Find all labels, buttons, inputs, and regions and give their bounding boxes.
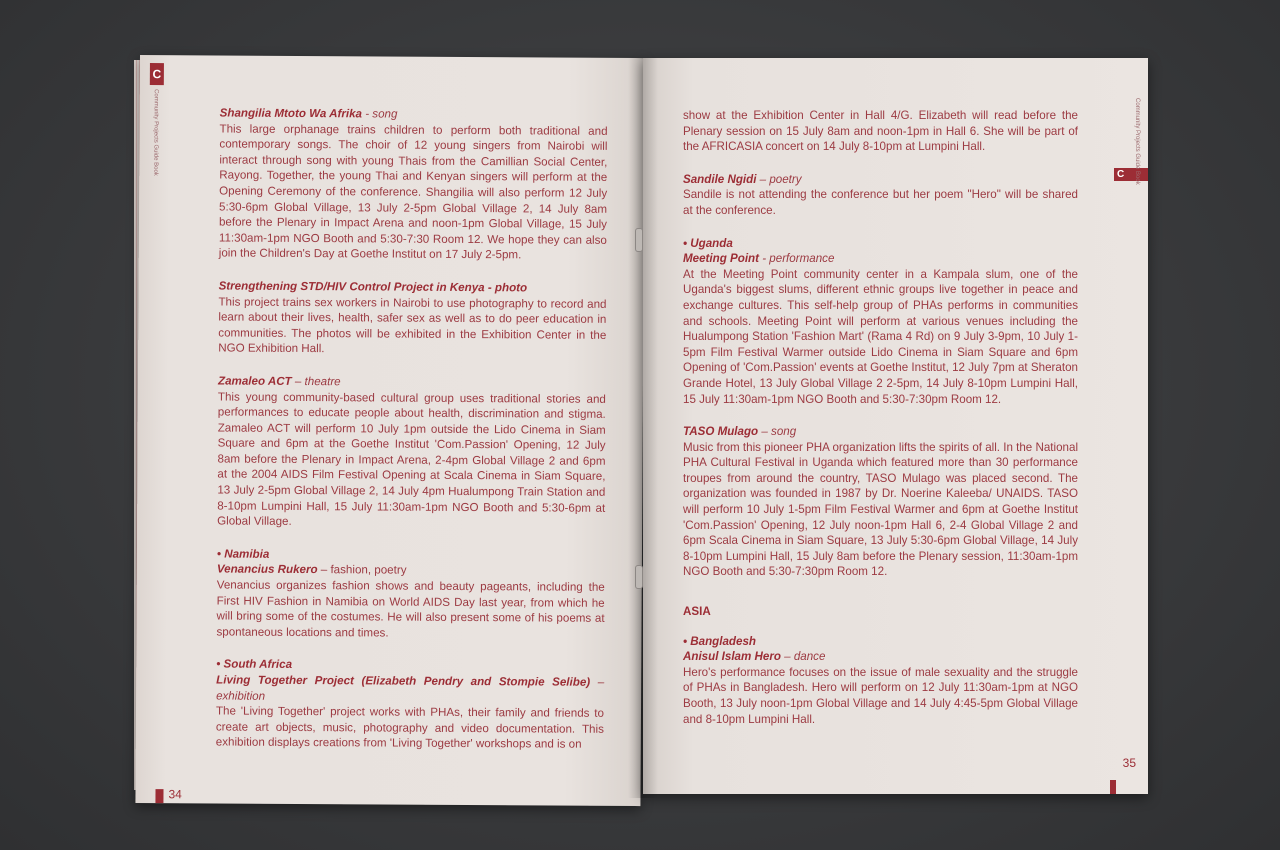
entry-title: Anisul Islam Hero (683, 650, 781, 664)
side-label: Community Projects Guide Book (152, 89, 159, 176)
staple (635, 228, 643, 252)
entry-zamaleo (217, 373, 606, 531)
entry-body: Sandile is not attending the conference but her poem "Hero" will be shared at the conference. (683, 188, 1078, 217)
left-text-column (216, 105, 608, 769)
entry-kind: - performance (759, 252, 835, 266)
right-text-column (683, 108, 1078, 744)
entry-kind: – poetry (756, 172, 802, 186)
entry-body: The 'Living Together' project works with PHAs, their family and friends to create art objects, music, photography and video documentation. This exhibition displays creations from 'Living Together' workshops and is on (215, 704, 605, 752)
entry-meeting-point (683, 236, 1078, 408)
entry-kind: - photo (484, 281, 528, 295)
country-heading: • Uganda (683, 236, 733, 250)
entry-body: Venancius organizes fashion shows and beauty pageants, including the First HIV Fashion in Namibia on World AIDS Day last year, from which he will bring some of the costumes. He will also present some of his poems at spontaneous locations and times. (216, 578, 605, 640)
country-heading: • Bangladesh (683, 634, 756, 648)
entry-anisul (683, 634, 1078, 728)
right-page (643, 58, 1148, 794)
entry-title: Sandile Ngidi (683, 172, 757, 186)
entry-body: This large orphanage trains children to perform both traditional and contemporary songs. The choir of 12 young singers from Nairobi will interact through song with young Thais from the Camillian Social Center, Rayong. Together, the young Thai and Kenyan singers will perform at the Opening Ceremony of the conference. Shangilia will also perform 12 July 5:30-6pm Global Village, 13 July 2-5pm Global Village 2, 14 July 8am before the Plenary in Impact Arena and noon-1pm Global Village, 15 July 11:30am-1pm NGO Booth and 5:30-7:30 Room 12. We hope they can also join the Children's Day at Goethe Institut on 17 July 2-5pm. (218, 122, 608, 262)
entry-body: Hero's performance focuses on the issue of male sexuality and the struggle of PHAs in Bangladesh. Hero will perform on 12 July 11:30am-1pm at NGO Booth, 13 July noon-1pm Global Village and 14 July 4:45-5pm Global Village and 8-10pm Lumpini Hall. (683, 665, 1078, 726)
country-heading: • South Africa (216, 657, 293, 672)
entry-strengthening (218, 278, 606, 358)
entry-kind: - song (361, 107, 398, 121)
spine-shadow (628, 58, 658, 798)
entry-kind: – theatre (291, 374, 341, 389)
staple (635, 565, 643, 589)
entry-shangilia (219, 105, 608, 263)
entry-title: Strengthening STD/HIV Control Project in Kenya (218, 279, 485, 295)
entry-taso (683, 424, 1078, 580)
entry-body: This project trains sex workers in Nairobi to use photography to record and learn about their lives, health, safer sex as well as to do peer education in communities. The photos will be exhibited in the Exhibition Center in the NGO Exhibition Hall. (218, 295, 607, 356)
entry-title: TASO Mulago (683, 425, 759, 439)
footer-bar (155, 789, 163, 803)
entry-title: Living Together Project (Elizabeth Pendry and Stompie Selibe) (216, 673, 591, 689)
entry-kind: – fashion, poetry (317, 563, 407, 578)
entry-kind: – song (758, 425, 797, 439)
entry-living-together (216, 657, 605, 753)
entry-body: show at the Exhibition Center in Hall 4/G. Elizabeth will read before the Plenary session on 15 July 8am and noon-1pm in Hall 6. She will be part of the AFRICASIA concert on 14 July 8-10pm at Lumpini Hall. (683, 109, 1078, 154)
section-heading: ASIA (683, 605, 711, 619)
entry-body: This young community-based cultural group uses traditional stories and performances to educate people about health, discrimination and stigma. Zamaleo ACT will perform 10 July 1pm outside the Lido Cinema in Siam Square and 6pm at the Goethe Institut 'Com.Passion' Opening, 12 July 8am before the Plenary in Impact Arena, 2-4pm Global Village 2 and 6pm at the 2004 AIDS Film Festival Opening at Scala Cinema in Siam Square, 13 July 2-5pm Global Village 2, 14 July 4pm Hualumpong Train Station and 8-10pm Lumpini Hall, 15 July 11:30am-1pm NGO Booth and 5:30-6pm at Global Village. (217, 389, 606, 529)
page-number: 34 (168, 787, 182, 802)
side-label: Community Projects Guide Book (1134, 98, 1140, 185)
entry-continuation (683, 108, 1078, 155)
entry-sandile (683, 172, 1078, 219)
entry-body: Music from this pioneer PHA organization lifts the spirits of all. In the National PHA Cultural Festival in Uganda which featured more than 30 performance troupes from around the country, TASO Mulago was placed second. The organization was founded in 1987 by Dr. Noerine Kaleeba/ UNAIDS. TASO will perform 10 July 1-5pm Film Festival Warmer and 6pm at Goethe Institut 'Com.Passion' Opening, 12 July noon-1pm Hall 6, 2-4 Global Village 2 and 6pm Scala Cinema in Siam Square, 13 July 5:30-6pm Global Village, 14 July 8-10pm Lumpini Hall, 15 July 8am before the Plenary session, 11:30am-1pm NGO Booth and 5:30-7:30pm Room 12. (683, 440, 1079, 579)
left-page (135, 55, 645, 806)
entry-title: Venancius Rukero (216, 562, 318, 577)
country-heading: • Namibia (216, 547, 270, 561)
page-number: 35 (1122, 756, 1136, 770)
entry-title: Zamaleo ACT (217, 374, 292, 388)
section-tab: C (150, 63, 164, 85)
entry-title: Shangilia Mtoto Wa Afrika (219, 106, 363, 121)
entry-body: At the Meeting Point community center in a Kampala slum, one of the Uganda's biggest slums, different ethnic groups live together in peace and exchange cultures. This self-help group of PHAs performs in communities and schools. Meeting Point will perform at various venues including the Hualumpong Station 'Fashion Mart' (Rama 4 Rd) on 9 July 3-9pm, 10 July 1-5pm Film Festival Warmer outside Lido Cinema in Siam Square and 6pm Opening of 'Com.Passion' events at Goethe Institut, 12 July 7pm at Sheraton Grande Hotel, 13 July Global Village 2 2-5pm, 14 July 8-10pm Lumpini Hall, 15 July 11:30am-1pm NGO Booth and 5:30-7:30pm Room 12. (683, 267, 1078, 406)
entry-kind: – exhibition (216, 675, 605, 703)
entry-venancius (216, 546, 605, 642)
section-tab: C (1114, 168, 1148, 181)
footer-bar (1110, 780, 1116, 794)
entry-title: Meeting Point (683, 252, 759, 266)
entry-kind: – dance (780, 650, 826, 664)
